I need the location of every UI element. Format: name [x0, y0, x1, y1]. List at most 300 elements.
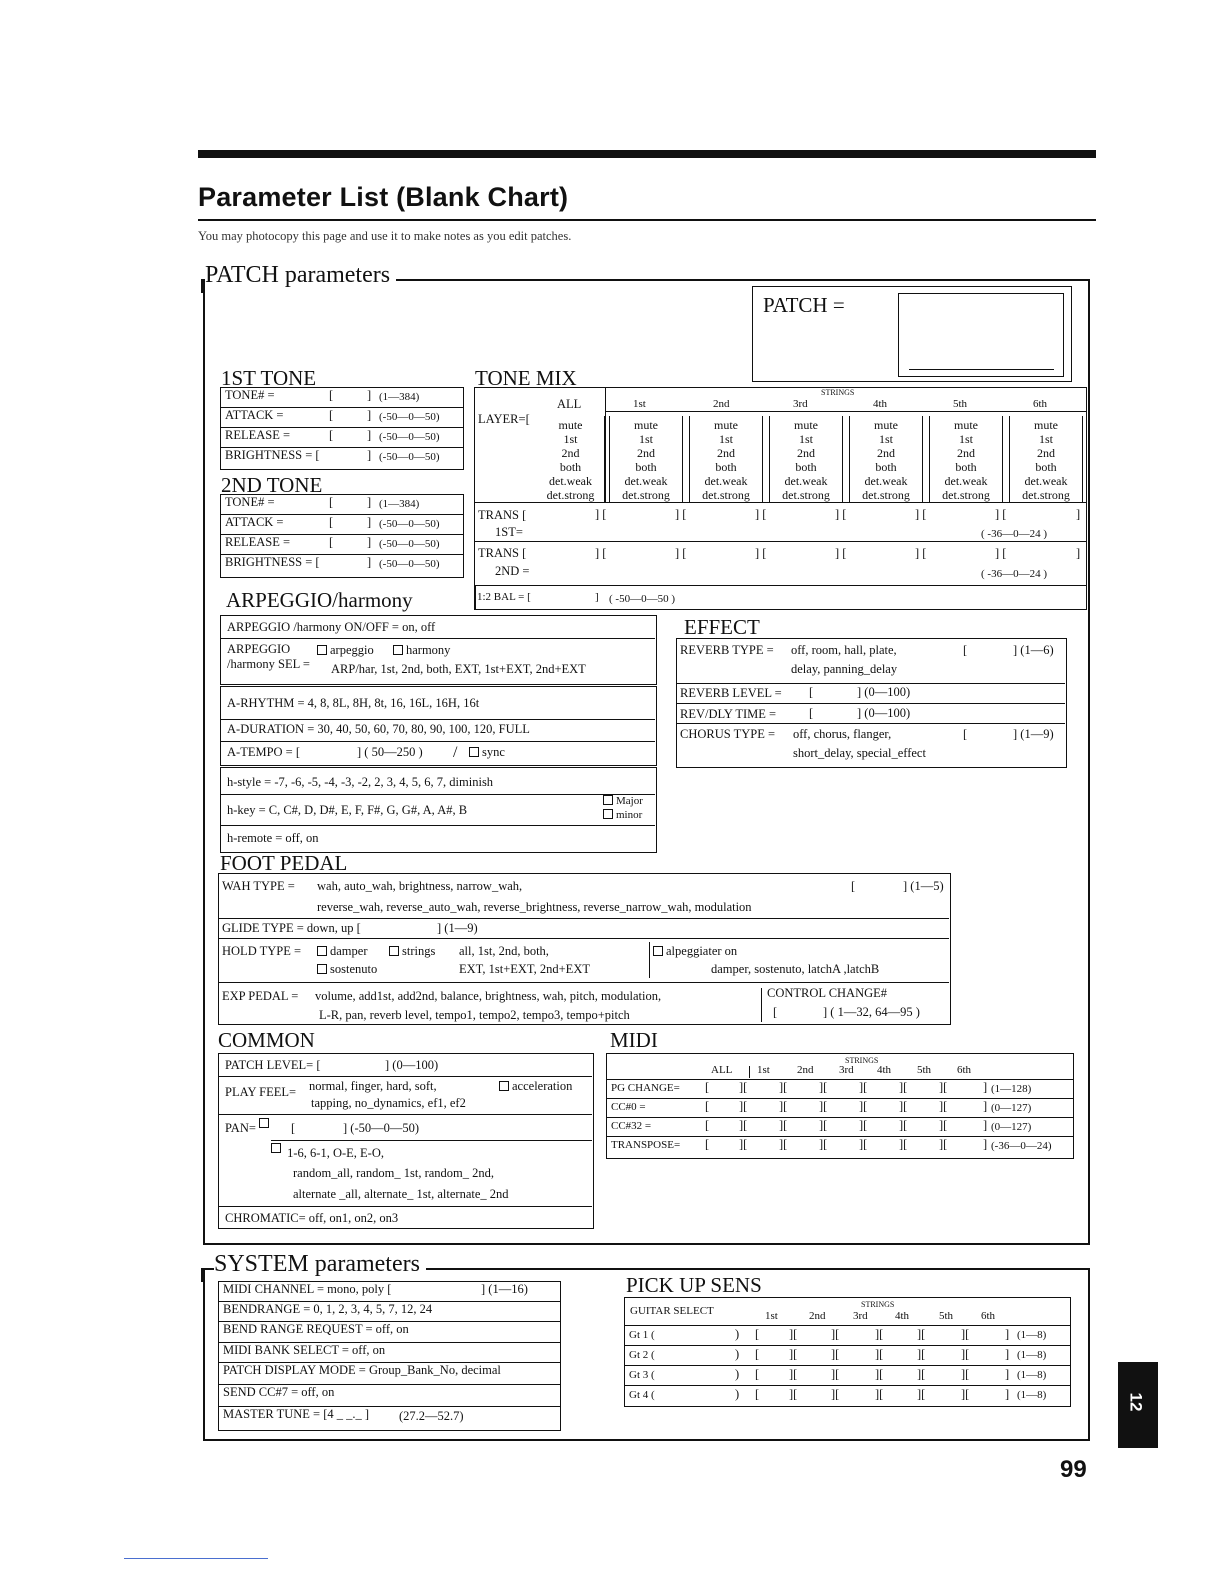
- play-feel-label[interactable]: PLAY FEEL=: [225, 1085, 297, 1099]
- hold-values1: all, 1st, 2nd, both,: [459, 944, 549, 958]
- a-tempo-sync[interactable]: sync: [469, 745, 505, 760]
- midi-row-range: (0—127): [991, 1121, 1032, 1133]
- checkbox-icon: [271, 1143, 281, 1153]
- wah-values2: reverse_wah, reverse_auto_wah, reverse_brightness, reverse_narrow_wah, modulation: [317, 900, 752, 914]
- pickup-row-label: Gt 2 (: [629, 1349, 655, 1361]
- patch-title-bracket: [201, 279, 203, 293]
- pickup-row-label: Gt 3 (: [629, 1369, 655, 1381]
- pickup-cell-close: ]: [1005, 1327, 1010, 1341]
- pickup-col-header: 2nd: [809, 1310, 826, 1322]
- pickup-cell-bracket: ][: [875, 1327, 884, 1341]
- a-tempo-label[interactable]: A-TEMPO = [: [227, 745, 301, 759]
- pickup-cell-bracket: ][: [831, 1387, 840, 1401]
- layer-option[interactable]: 2nd: [877, 446, 895, 460]
- pickup-cell-bracket: ][: [789, 1367, 798, 1381]
- guitar-select-label: GUITAR SELECT: [630, 1305, 714, 1317]
- reverb-level-bracket: [: [809, 685, 814, 699]
- layer-option[interactable]: 1st: [958, 432, 973, 446]
- midi-bank-select[interactable]: MIDI BANK SELECT = off, on: [219, 1343, 560, 1363]
- arpeggio-sel-label1: ARPEGGIO: [227, 642, 291, 656]
- tonemix-col-header: 5th: [953, 398, 968, 410]
- layer-option[interactable]: det.strong: [1022, 488, 1070, 502]
- arpeggio-sel-values[interactable]: ARP/har, 1st, 2nd, both, EXT, 1st+EXT, 2nd+EXT: [331, 662, 586, 676]
- checkbox-icon: [389, 946, 399, 956]
- trans-bracket[interactable]: ] [: [675, 507, 687, 521]
- reverb-type-label[interactable]: REVERB TYPE =: [680, 643, 774, 657]
- patch-name-field[interactable]: [898, 293, 1064, 377]
- layer-option[interactable]: det.weak: [944, 474, 988, 488]
- chapter-tab-number: 12: [1126, 1392, 1146, 1412]
- layer-option[interactable]: det.weak: [549, 474, 592, 488]
- pickup-box: [624, 1297, 1071, 1407]
- layer-option[interactable]: both: [1035, 460, 1057, 474]
- midi-box: [606, 1053, 1074, 1159]
- midi-col-header: 3rd: [839, 1064, 854, 1076]
- trans-bracket[interactable]: ] [: [675, 546, 687, 560]
- trans2-sub: 2ND =: [495, 564, 530, 578]
- tonemix-columns: [475, 388, 1086, 502]
- pickup-row[interactable]: [625, 1345, 1070, 1365]
- pickup-cell-open: [: [755, 1367, 760, 1381]
- arpeggio-opt-arpeggio[interactable]: arpeggio: [317, 643, 374, 658]
- trans-bracket[interactable]: ] [: [915, 507, 927, 521]
- tonemix-col-header: 1st: [633, 398, 646, 410]
- trans-bracket[interactable]: ] [: [915, 546, 927, 560]
- checkbox-icon: [317, 645, 327, 655]
- page-subtitle: You may photocopy this page and use it to make notes as you edit patches.: [198, 229, 572, 243]
- pickup-cell-bracket: ][: [961, 1327, 970, 1341]
- pan-label[interactable]: PAN=: [225, 1118, 272, 1136]
- hold-strings[interactable]: strings: [389, 944, 435, 959]
- layer-option[interactable]: 2nd: [1037, 446, 1055, 460]
- exp-values1: volume, add1st, add2nd, balance, brightness, wah, pitch, modulation,: [315, 989, 662, 1003]
- layer-option[interactable]: mute: [714, 418, 738, 432]
- chorus-type-label[interactable]: CHORUS TYPE =: [680, 727, 776, 741]
- layer-label: LAYER=[: [478, 412, 530, 426]
- midi-row-range: (0—127): [991, 1102, 1032, 1114]
- control-change-range: ] ( 1—32, 64—95 ): [823, 1005, 920, 1019]
- midi-cell-bracket: ][: [899, 1080, 908, 1094]
- layer-option[interactable]: det.strong: [702, 488, 750, 502]
- midi-cell-bracket: ][: [819, 1118, 828, 1132]
- a-duration[interactable]: A-DURATION = 30, 40, 50, 60, 70, 80, 90, 100, 120, FULL: [227, 722, 530, 736]
- pan-values3: alternate _all, alternate_ 1st, alternate_ 2nd: [293, 1187, 509, 1201]
- midi-channel[interactable]: MIDI CHANNEL = mono, poly [ ] (1—16): [219, 1282, 560, 1302]
- tonemix-title: TONE MIX: [475, 366, 577, 390]
- bal-label[interactable]: 1:2 BAL = [: [477, 591, 531, 603]
- trans-bracket[interactable]: ] [: [595, 546, 607, 560]
- system-title-bracket: [201, 1268, 203, 1282]
- pickup-row-range: (1—8): [1017, 1369, 1047, 1381]
- effect-title: EFFECT: [684, 615, 760, 639]
- midi-cell-open: [: [705, 1137, 710, 1151]
- tone1-table: [220, 387, 464, 470]
- midi-col-header: 6th: [957, 1064, 972, 1076]
- midi-cell-close: ]: [983, 1099, 988, 1113]
- play-feel-values1: normal, finger, hard, soft,: [309, 1079, 437, 1093]
- tone2-row-tone[interactable]: TONE# = [ ] (1—384): [221, 495, 463, 515]
- tonemix-strings-label: STRINGS: [821, 388, 855, 397]
- tonemix-layer-column[interactable]: [769, 416, 843, 502]
- tonemix-layer-column[interactable]: [929, 416, 1003, 502]
- chorus-bracket: [: [963, 727, 968, 741]
- midi-row[interactable]: [607, 1117, 1073, 1136]
- pickup-cell-bracket: ][: [789, 1327, 798, 1341]
- pickup-paren-close: ): [735, 1367, 740, 1381]
- h-remote[interactable]: h-remote = off, on: [227, 831, 319, 845]
- pickup-cell-bracket: ][: [961, 1387, 970, 1401]
- checkbox-icon: [393, 645, 403, 655]
- layer-option[interactable]: det.weak: [624, 474, 668, 488]
- checkbox-icon: [317, 964, 327, 974]
- layer-option[interactable]: both: [559, 460, 582, 474]
- chorus-values2: short_delay, special_effect: [793, 746, 926, 760]
- layer-option[interactable]: 2nd: [797, 446, 815, 460]
- alpeggiater-on[interactable]: alpeggiater on: [653, 944, 737, 959]
- midi-cell-bracket: ][: [939, 1099, 948, 1113]
- tone1-row-attack[interactable]: ATTACK = [ ] (-50—0—50): [221, 408, 463, 428]
- pickup-cell-open: [: [755, 1387, 760, 1401]
- common-title: COMMON: [218, 1028, 315, 1052]
- layer-option[interactable]: det.strong: [862, 488, 910, 502]
- midi-row[interactable]: [607, 1079, 1073, 1098]
- midi-cell-bracket: ][: [899, 1099, 908, 1113]
- pickup-cell-bracket: ][: [917, 1327, 926, 1341]
- exp-pedal-label[interactable]: EXP PEDAL =: [222, 989, 299, 1003]
- midi-cell-bracket: ][: [779, 1137, 788, 1151]
- page-number: 99: [1060, 1456, 1087, 1483]
- pickup-strings-label: STRINGS: [861, 1300, 895, 1309]
- h-style[interactable]: h-style = -7, -6, -5, -4, -3, -2, 2, 3, 4, 5, 6, 7, diminish: [227, 775, 494, 789]
- layer-option[interactable]: 1st: [638, 432, 653, 446]
- pickup-cell-bracket: ][: [789, 1347, 798, 1361]
- layer-option[interactable]: both: [795, 460, 817, 474]
- layer-option[interactable]: 1st: [1038, 432, 1053, 446]
- layer-option[interactable]: mute: [1034, 418, 1058, 432]
- midi-row-label: CC#0 =: [611, 1101, 646, 1113]
- play-feel-acceleration[interactable]: acceleration: [499, 1079, 572, 1094]
- pickup-paren-close: ): [735, 1387, 740, 1401]
- midi-col-header: 2nd: [797, 1064, 814, 1076]
- midi-cell-bracket: ][: [859, 1099, 868, 1113]
- pickup-row-range: (1—8): [1017, 1349, 1047, 1361]
- tone1-row-brightness[interactable]: BRIGHTNESS = [ ] (-50—0—50): [225, 448, 440, 463]
- tonemix-col-header: 6th: [1033, 398, 1048, 410]
- trans1-range: ( -36—0—24 ): [981, 528, 1047, 540]
- midi-cell-bracket: ][: [819, 1080, 828, 1094]
- pickup-cell-close: ]: [1005, 1347, 1010, 1361]
- control-change-label: CONTROL CHANGE#: [767, 986, 888, 1000]
- layer-option[interactable]: 1st: [878, 432, 893, 446]
- checkbox-icon: [653, 946, 663, 956]
- pickup-cell-bracket: ][: [961, 1347, 970, 1361]
- pickup-cell-bracket: ][: [961, 1367, 970, 1381]
- bend-range-request[interactable]: BEND RANGE REQUEST = off, on: [219, 1322, 560, 1343]
- effect-box: [676, 638, 1067, 768]
- wah-range: ] (1—5): [903, 879, 944, 893]
- control-change-bracket[interactable]: [: [773, 1005, 778, 1019]
- midi-cell-bracket: ][: [779, 1099, 788, 1113]
- pickup-cell-bracket: ][: [875, 1387, 884, 1401]
- exp-values2: L-R, pan, reverb level, tempo1, tempo2, tempo3, tempo+pitch: [319, 1008, 630, 1022]
- rev-dly-range: ] (0—100): [857, 706, 911, 720]
- pickup-paren-close: ): [735, 1327, 740, 1341]
- pickup-cell-close: ]: [1005, 1387, 1010, 1401]
- midi-cell-bracket: ][: [939, 1118, 948, 1132]
- trans2-range: ( -36—0—24 ): [981, 568, 1047, 580]
- pickup-col-header: 4th: [895, 1310, 910, 1322]
- midi-row-range: (1—128): [991, 1083, 1032, 1095]
- pickup-cell-bracket: ][: [917, 1367, 926, 1381]
- wah-bracket: [: [851, 879, 856, 893]
- midi-cell-close: ]: [983, 1137, 988, 1151]
- tonemix-layer-column[interactable]: [1009, 416, 1083, 502]
- reverb-type-values1: off, room, hall, plate,: [791, 643, 897, 657]
- arpeggio-title: ARPEGGIO/harmony: [226, 588, 413, 612]
- layer-option[interactable]: 2nd: [561, 446, 580, 460]
- h-key-major[interactable]: Major: [603, 795, 643, 807]
- checkbox-icon: [603, 809, 613, 819]
- midi-cell-bracket: ][: [819, 1137, 828, 1151]
- layer-option[interactable]: mute: [634, 418, 658, 432]
- trans-bracket[interactable]: ] [: [835, 546, 847, 560]
- layer-option[interactable]: both: [875, 460, 897, 474]
- system-section-title: SYSTEM parameters: [214, 1251, 426, 1278]
- pickup-cell-bracket: ][: [917, 1387, 926, 1401]
- trans-bracket[interactable]: ] [: [755, 507, 767, 521]
- midi-row[interactable]: [607, 1098, 1073, 1117]
- pan-bracket: [: [291, 1121, 296, 1135]
- pickup-title: PICK UP SENS: [626, 1273, 762, 1297]
- pickup-cell-bracket: ][: [875, 1367, 884, 1381]
- layer-option[interactable]: det.weak: [864, 474, 908, 488]
- glide-type[interactable]: GLIDE TYPE = down, up [: [222, 921, 361, 935]
- chapter-tab[interactable]: [1118, 1362, 1158, 1448]
- reverb-level-label[interactable]: REVERB LEVEL =: [680, 686, 782, 700]
- layer-option[interactable]: 1st: [798, 432, 813, 446]
- patch-name-box: [752, 286, 1072, 382]
- midi-cell-bracket: ][: [899, 1118, 908, 1132]
- layer-option[interactable]: det.strong: [942, 488, 990, 502]
- hold-sostenuto[interactable]: sostenuto: [317, 962, 377, 977]
- wah-type-label[interactable]: WAH TYPE =: [222, 879, 295, 893]
- checkbox-icon: [259, 1118, 269, 1128]
- layer-option[interactable]: both: [635, 460, 657, 474]
- pickup-row-range: (1—8): [1017, 1329, 1047, 1341]
- layer-option[interactable]: 2nd: [957, 446, 975, 460]
- arpeggio-sel-label2: /harmony SEL =: [227, 657, 310, 671]
- checkbox-icon: [499, 1081, 509, 1091]
- pickup-row-label: Gt 4 (: [629, 1389, 655, 1401]
- midi-col-header: 4th: [877, 1064, 892, 1076]
- midi-row[interactable]: [607, 1136, 1073, 1155]
- midi-cell-bracket: ][: [859, 1118, 868, 1132]
- trans-bracket[interactable]: ] [: [595, 507, 607, 521]
- rev-dly-bracket: [: [809, 706, 814, 720]
- layer-all-label: ALL: [557, 397, 582, 411]
- arpeggio-box-3: [220, 767, 657, 853]
- layer-option[interactable]: det.weak: [784, 474, 828, 488]
- midi-col-header: 1st: [757, 1064, 770, 1076]
- pickup-cell-open: [: [755, 1327, 760, 1341]
- pickup-cell-close: ]: [1005, 1367, 1010, 1381]
- bal-range: ( -50—0—50 ): [609, 593, 675, 605]
- pickup-row-label: Gt 1 (: [629, 1329, 655, 1341]
- layer-option[interactable]: det.strong: [546, 488, 595, 502]
- layer-option[interactable]: 1st: [563, 432, 578, 446]
- patch-display-mode[interactable]: PATCH DISPLAY MODE = Group_Bank_No, decimal: [219, 1363, 560, 1385]
- reverb-type-bracket: [: [963, 643, 968, 657]
- wah-values1: wah, auto_wah, brightness, narrow_wah,: [317, 879, 523, 893]
- layer-option[interactable]: mute: [558, 418, 583, 432]
- patch-level-range: ] (0—100): [385, 1058, 439, 1072]
- pickup-cell-bracket: ][: [831, 1367, 840, 1381]
- trans2-label[interactable]: TRANS [: [478, 546, 527, 560]
- layer-option[interactable]: 2nd: [637, 446, 655, 460]
- hold-type-label[interactable]: HOLD TYPE =: [222, 944, 302, 958]
- pickup-paren-close: ): [735, 1347, 740, 1361]
- pan-values1[interactable]: 1-6, 6-1, O-E, E-O,: [271, 1143, 384, 1161]
- pickup-cell-bracket: ][: [789, 1387, 798, 1401]
- midi-title: MIDI: [610, 1028, 658, 1052]
- a-rhythm[interactable]: A-RHYTHM = 4, 8, 8L, 8H, 8t, 16, 16L, 16H, 16t: [227, 696, 480, 710]
- trans-bracket[interactable]: ] [: [995, 546, 1007, 560]
- layer-option[interactable]: mute: [794, 418, 818, 432]
- foot-pedal-title: FOOT PEDAL: [220, 851, 348, 875]
- arpeggio-opt-harmony[interactable]: harmony: [393, 643, 450, 658]
- arpeggio-onoff[interactable]: ARPEGGIO /harmony ON/OFF = on, off: [227, 620, 436, 634]
- midi-row-label: CC#32 =: [611, 1120, 652, 1132]
- pickup-cell-open: [: [755, 1347, 760, 1361]
- reverb-type-range: ] (1—6): [1013, 643, 1054, 657]
- tone2-table: [220, 494, 464, 578]
- tone2-row-brightness[interactable]: BRIGHTNESS = [ ] (-50—0—50): [225, 555, 440, 570]
- patch-level-label[interactable]: PATCH LEVEL= [: [225, 1058, 321, 1072]
- midi-col-header: ALL: [711, 1064, 733, 1076]
- patch-section-title: PATCH parameters: [205, 262, 396, 289]
- layer-option[interactable]: 1st: [718, 432, 733, 446]
- chromatic[interactable]: CHROMATIC= off, on1, on2, on3: [225, 1211, 399, 1225]
- play-feel-values2: tapping, no_dynamics, ef1, ef2: [311, 1096, 466, 1110]
- pickup-col-header: 3rd: [853, 1310, 868, 1322]
- pan-values2: random_all, random_ 1st, random_ 2nd,: [293, 1166, 495, 1180]
- checkbox-icon: [603, 795, 613, 805]
- pickup-cell-bracket: ][: [875, 1347, 884, 1361]
- h-key-minor[interactable]: minor: [603, 809, 642, 821]
- trans-bracket[interactable]: ] [: [755, 546, 767, 560]
- chorus-values1: off, chorus, flanger,: [793, 727, 892, 741]
- foot-pedal-box: [218, 873, 951, 1025]
- tone1-row-release[interactable]: RELEASE = [ ] (-50—0—50): [221, 428, 463, 448]
- midi-cell-bracket: ][: [899, 1137, 908, 1151]
- arpeggio-box-2: [220, 686, 657, 766]
- tonemix-layer-column[interactable]: [849, 416, 923, 502]
- trans1-sub: 1ST=: [495, 525, 523, 539]
- trans-bracket[interactable]: ] [: [995, 507, 1007, 521]
- tonemix-layer-all-column[interactable]: [537, 416, 605, 502]
- page-title: Parameter List (Blank Chart): [198, 182, 569, 212]
- midi-cell-bracket: ][: [739, 1099, 748, 1113]
- reverb-type-values2: delay, panning_delay: [791, 662, 898, 676]
- arpeggio-box-1: [220, 615, 657, 685]
- pickup-cell-bracket: ][: [831, 1347, 840, 1361]
- tonemix-col-header: 3rd: [793, 398, 808, 410]
- bendrange[interactable]: BENDRANGE = 0, 1, 2, 3, 4, 5, 7, 12, 24: [219, 1302, 560, 1322]
- chorus-range: ] (1—9): [1013, 727, 1054, 741]
- midi-cell-close: ]: [983, 1118, 988, 1132]
- send-cc7[interactable]: SEND CC#7 = off, on: [219, 1385, 560, 1407]
- layer-option[interactable]: both: [955, 460, 977, 474]
- midi-cell-bracket: ][: [739, 1137, 748, 1151]
- pickup-row[interactable]: [625, 1325, 1070, 1345]
- midi-cell-open: [: [705, 1080, 710, 1094]
- hold-damper[interactable]: damper: [317, 944, 367, 959]
- layer-option[interactable]: 2nd: [717, 446, 735, 460]
- master-tune[interactable]: MASTER TUNE = [4 _ _._ ] (27.2—52.7): [223, 1407, 464, 1423]
- layer-option[interactable]: det.strong: [782, 488, 830, 502]
- pickup-row[interactable]: [625, 1365, 1070, 1385]
- pickup-cell-bracket: ][: [917, 1347, 926, 1361]
- glide-range: ] (1—9): [437, 921, 478, 935]
- footer-rule: [124, 1558, 268, 1559]
- bal-close: ]: [595, 591, 599, 603]
- rev-dly-time-label[interactable]: REV/DLY TIME =: [680, 707, 777, 721]
- trans-bracket-end: ]: [1076, 507, 1081, 521]
- hold-values2: EXT, 1st+EXT, 2nd+EXT: [459, 962, 590, 976]
- midi-cell-bracket: ][: [739, 1118, 748, 1132]
- tonemix-col-header: 2nd: [713, 398, 730, 410]
- midi-cell-bracket: ][: [779, 1118, 788, 1132]
- tonemix-col-header: 4th: [873, 398, 888, 410]
- tonemix-layer-column[interactable]: [689, 416, 763, 502]
- layer-option[interactable]: mute: [874, 418, 898, 432]
- checkbox-icon: [317, 946, 327, 956]
- patch-name-label: PATCH =: [763, 293, 845, 317]
- layer-option[interactable]: det.weak: [704, 474, 748, 488]
- midi-cell-bracket: ][: [939, 1137, 948, 1151]
- pan-range: ] (-50—0—50): [343, 1121, 420, 1135]
- system-box: [218, 1281, 561, 1431]
- trans1-label[interactable]: TRANS [: [478, 508, 527, 522]
- title-rule: [198, 219, 1096, 221]
- pickup-cell-bracket: ][: [831, 1327, 840, 1341]
- midi-cell-bracket: ][: [939, 1080, 948, 1094]
- top-rule: [198, 150, 1096, 158]
- midi-row-label: TRANSPOSE=: [611, 1139, 681, 1151]
- tone2-row-attack[interactable]: ATTACK = [ ] (-50—0—50): [221, 515, 463, 535]
- checkbox-icon: [469, 747, 479, 757]
- layer-option[interactable]: det.strong: [622, 488, 670, 502]
- midi-row-range: (-36—0—24): [991, 1140, 1052, 1152]
- tonemix-layer-column[interactable]: [609, 416, 683, 502]
- tone1-row-tone[interactable]: TONE# = [ ] (1—384): [221, 388, 463, 408]
- layer-option[interactable]: mute: [954, 418, 978, 432]
- pickup-row[interactable]: [625, 1385, 1070, 1405]
- midi-cell-bracket: ][: [859, 1137, 868, 1151]
- h-key[interactable]: h-key = C, C#, D, D#, E, F, F#, G, G#, A, A#, B: [227, 803, 468, 817]
- tone2-row-release[interactable]: RELEASE = [ ] (-50—0—50): [221, 535, 463, 555]
- midi-cell-bracket: ][: [859, 1080, 868, 1094]
- pickup-col-header: 1st: [765, 1310, 778, 1322]
- layer-option[interactable]: det.weak: [1024, 474, 1068, 488]
- midi-col-header: 5th: [917, 1064, 932, 1076]
- midi-strings-label: STRINGS: [845, 1056, 879, 1065]
- midi-cell-open: [: [705, 1099, 710, 1113]
- tone2-title: 2ND TONE: [221, 473, 323, 497]
- alpeggiater-values: damper, sostenuto, latchA ,latchB: [711, 962, 880, 976]
- layer-option[interactable]: both: [715, 460, 737, 474]
- trans-bracket[interactable]: ] [: [835, 507, 847, 521]
